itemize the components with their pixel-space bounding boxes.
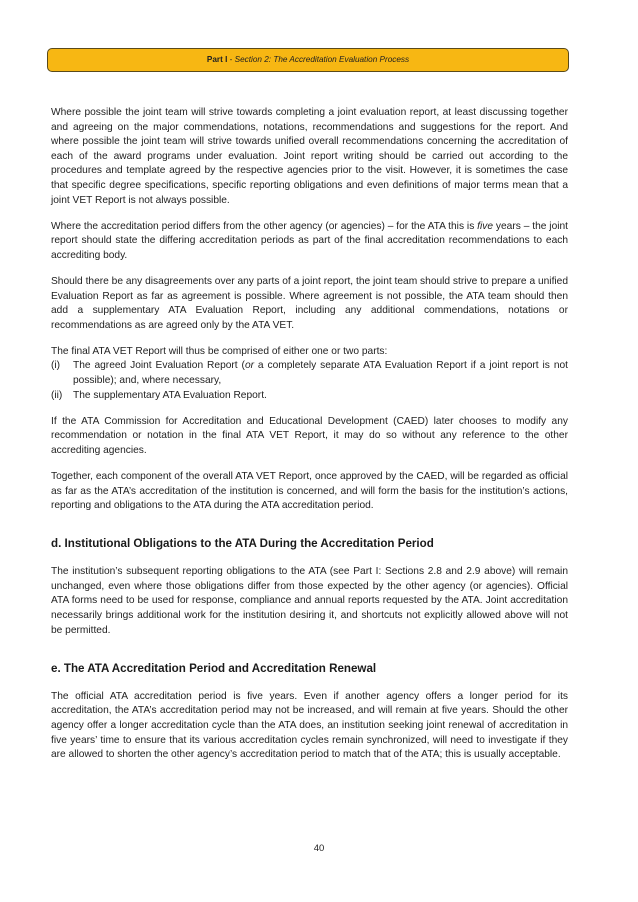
paragraph-institutional-obligations: The institution’s subsequent reporting obligations to the ATA (see Part I: Sections 2.8 and 2.9 above) will remain unchanged, even where those obligations differ from those expected by the other agency (or agencies). Official ATA forms need to be used for response, compliance and annual reports requested by the ATA. Joint accreditation necessarily brings additional work for the institution desiring it, and shortcuts not explicitly allowed above will not be permitted. [51, 566, 568, 636]
list-item [51, 389, 568, 404]
list-item-text: The supplementary ATA Evaluation Report. [73, 389, 267, 401]
document-body [51, 106, 568, 774]
paragraph-caed-modify: If the ATA Commission for Accreditation and Educational Development (CAED) later chooses to modify any recommendation or notation in the final ATA VET Report, it may do so without any reference to the other accrediting agencies. [51, 415, 568, 456]
section-d-heading: d. Institutional Obligations to the ATA During the Accreditation Period [51, 537, 434, 551]
paragraph-disagreements: Should there be any disagreements over any parts of a joint report, the joint team should strive to prepare a unified Evaluation Report as far as agreement is possible. Where agreement is not possible, the ATA team should then add a supplementary ATA Evaluation Report, including any additional commendations, notations or recommendations as are agreed only by the ATA VET. [51, 275, 568, 331]
header-part: Part I [206, 55, 228, 64]
page-number: 40 [313, 843, 325, 854]
spacer [51, 525, 568, 537]
header-separator: - [227, 55, 235, 64]
list-item-before: The agreed Joint Evaluation Report ( [73, 360, 245, 372]
list-item-number: (i) [51, 360, 61, 372]
section-e-heading: e. The ATA Accreditation Period and Accreditation Renewal [51, 661, 377, 675]
paragraph-official-report: Together, each component of the overall ATA VET Report, once approved by the CAED, will be regarded as official as far as the ATA’s accreditation of the institution is concerned, and will form the basis for the institution’s actions, reporting and obligations to the ATA during the ATA accreditation period. [51, 470, 568, 512]
paragraph-accreditation-period-after: years – the joint report should state the differing accreditation periods as part of the final accreditation recommendations to each accrediting body. [51, 220, 568, 261]
paragraph-joint-report: Where possible the joint team will strive towards completing a joint evaluation report, at least discussing together and agreeing on the major commendations, notations, recommendations and suggestions for the report. And where possible the joint team will strive towards unified overall recommendations concerning the accreditation of each of the award programs under evaluation. Joint report writing should be carried out according to the procedures and template agreed by the respective agencies prior to the visit. However, it is sometimes the case that specific degree specifications, specific reporting obligations and even definitions of major terms mean that a joint VET Report is not always possible. [51, 107, 568, 206]
emphasis-five: five [477, 220, 494, 232]
emphasis-or: or [244, 360, 255, 372]
paragraph-accreditation-renewal: The official ATA accreditation period is five years. Even if another agency offers a longer period for its accreditation, the ATA’s accreditation period may not be increased, and will remain at five years. Should the other agency offer a longer accreditation cycle than the ATA does, an institution seeking joint renewal of accreditation in five years’ time to ensure that its various accreditation cycles remain synchronized, will need to investigate if they are allowed to shorten the other agency’s accreditation period to match that of the ATA; this is usually acceptable. [51, 690, 568, 761]
paragraph-report-parts-intro: The final ATA VET Report will thus be comprised of either one or two parts: [51, 345, 388, 357]
list-item-after: a completely separate ATA Evaluation Report if a joint report is not possible); and, where necessary, [73, 360, 568, 386]
paragraph-accreditation-period-before: Where the accreditation period differs from the other agency (or agencies) – for the ATA this is [51, 220, 478, 232]
report-parts-list [51, 359, 568, 403]
running-header [47, 48, 569, 72]
spacer [51, 650, 568, 662]
paragraph-accreditation-period [51, 220, 568, 264]
header-section: Section 2: The Accreditation Evaluation Process [234, 55, 410, 64]
list-item-number: (ii) [51, 389, 63, 401]
list-item [51, 359, 568, 388]
